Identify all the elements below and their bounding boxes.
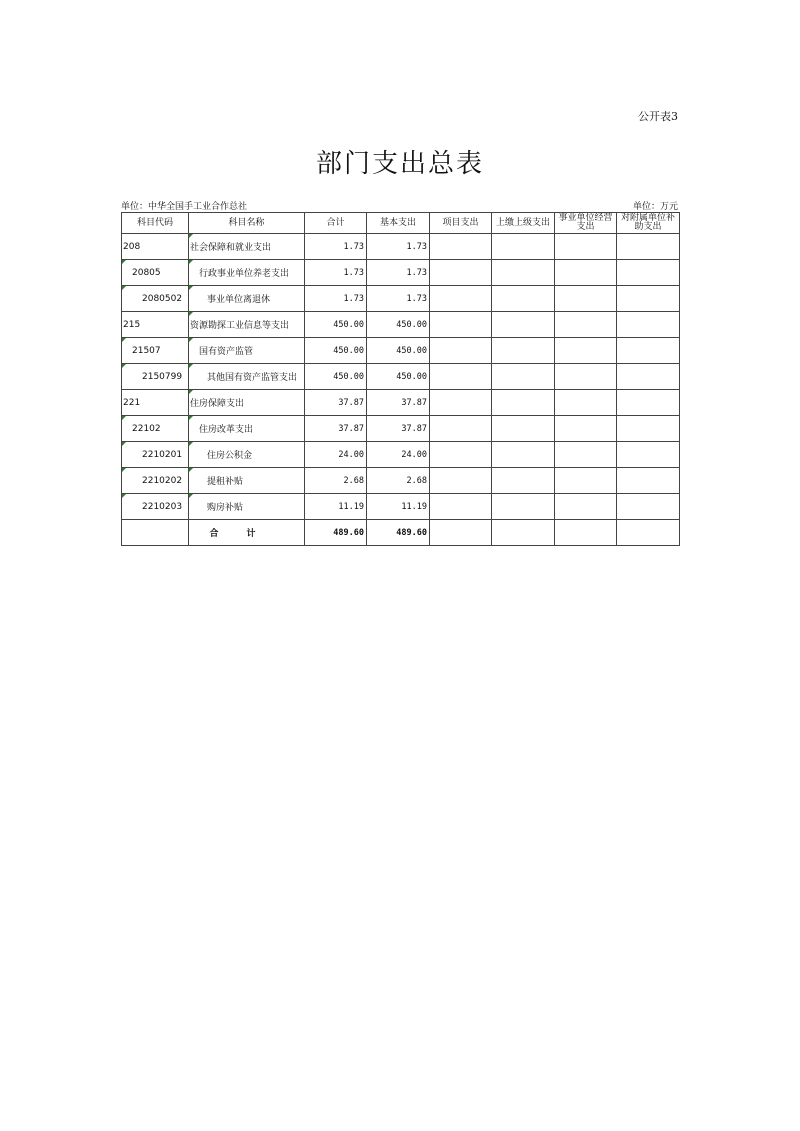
form-number: 公开表3 <box>638 110 678 123</box>
row-project <box>430 364 492 390</box>
row-code: 2210201 <box>122 442 189 468</box>
row-code: 208 <box>122 234 189 260</box>
row-basic: 1.73 <box>367 286 430 312</box>
row-remit <box>492 338 555 364</box>
total-basic: 489.60 <box>367 520 430 546</box>
header-subsidy: 对附属单位补助支出 <box>617 213 680 234</box>
row-code: 20805 <box>122 260 189 286</box>
row-subsidy <box>617 468 680 494</box>
page-title: 部门支出总表 <box>315 149 484 179</box>
row-name: 住房保障支出 <box>189 390 305 416</box>
row-subsidy <box>617 416 680 442</box>
table-row <box>122 442 680 468</box>
row-total: 450.00 <box>305 364 367 390</box>
row-name: 事业单位离退休 <box>189 286 305 312</box>
row-project <box>430 286 492 312</box>
row-business <box>555 494 617 520</box>
row-name: 其他国有资产监管支出 <box>189 364 305 390</box>
row-project <box>430 442 492 468</box>
row-code: 215 <box>122 312 189 338</box>
row-name: 行政事业单位养老支出 <box>189 260 305 286</box>
row-project <box>430 390 492 416</box>
row-name: 住房改革支出 <box>189 416 305 442</box>
row-subsidy <box>617 338 680 364</box>
row-project <box>430 312 492 338</box>
header-basic: 基本支出 <box>367 213 430 234</box>
total-remit <box>492 520 555 546</box>
row-code: 2080502 <box>122 286 189 312</box>
row-total: 1.73 <box>305 234 367 260</box>
row-basic: 1.73 <box>367 260 430 286</box>
table-row <box>122 260 680 286</box>
row-business <box>555 416 617 442</box>
row-subsidy <box>617 442 680 468</box>
table-row <box>122 416 680 442</box>
row-subsidy <box>617 364 680 390</box>
row-project <box>430 494 492 520</box>
row-subsidy <box>617 312 680 338</box>
row-project <box>430 468 492 494</box>
expenditure-table <box>121 212 680 546</box>
row-business <box>555 390 617 416</box>
row-remit <box>492 234 555 260</box>
unit-currency: 单位：万元 <box>632 202 678 212</box>
row-remit <box>492 364 555 390</box>
total-project <box>430 520 492 546</box>
header-remit: 上缴上级支出 <box>492 213 555 234</box>
row-basic: 450.00 <box>367 312 430 338</box>
row-business <box>555 442 617 468</box>
row-remit <box>492 390 555 416</box>
total-row <box>122 520 680 546</box>
header-total: 合计 <box>305 213 367 234</box>
row-basic: 450.00 <box>367 338 430 364</box>
row-name: 社会保障和就业支出 <box>189 234 305 260</box>
row-project <box>430 260 492 286</box>
row-project <box>430 416 492 442</box>
row-basic: 2.68 <box>367 468 430 494</box>
row-business <box>555 312 617 338</box>
row-business <box>555 468 617 494</box>
row-remit <box>492 416 555 442</box>
table-row <box>122 390 680 416</box>
table-row <box>122 494 680 520</box>
row-subsidy <box>617 286 680 312</box>
row-total: 24.00 <box>305 442 367 468</box>
total-code <box>122 520 189 546</box>
row-basic: 37.87 <box>367 390 430 416</box>
total-subsidy <box>617 520 680 546</box>
row-remit <box>492 468 555 494</box>
total-label: 合计 <box>189 520 305 546</box>
table-row <box>122 468 680 494</box>
row-code: 2150799 <box>122 364 189 390</box>
row-subsidy <box>617 234 680 260</box>
unit-organization: 单位：中华全国手工业合作总社 <box>121 202 248 212</box>
row-business <box>555 364 617 390</box>
row-basic: 1.73 <box>367 234 430 260</box>
row-total: 2.68 <box>305 468 367 494</box>
row-remit <box>492 494 555 520</box>
row-remit <box>492 312 555 338</box>
total-sum: 489.60 <box>305 520 367 546</box>
row-name: 资源勘探工业信息等支出 <box>189 312 305 338</box>
total-business <box>555 520 617 546</box>
row-basic: 450.00 <box>367 364 430 390</box>
row-business <box>555 260 617 286</box>
row-name: 住房公积金 <box>189 442 305 468</box>
row-basic: 37.87 <box>367 416 430 442</box>
row-subsidy <box>617 260 680 286</box>
header-code: 科目代码 <box>122 213 189 234</box>
row-total: 1.73 <box>305 260 367 286</box>
row-name: 提租补贴 <box>189 468 305 494</box>
table-row <box>122 364 680 390</box>
row-business <box>555 234 617 260</box>
row-project <box>430 234 492 260</box>
row-total: 37.87 <box>305 416 367 442</box>
row-total: 1.73 <box>305 286 367 312</box>
table-row <box>122 312 680 338</box>
row-code: 2210202 <box>122 468 189 494</box>
row-name: 国有资产监管 <box>189 338 305 364</box>
row-code: 221 <box>122 390 189 416</box>
table-row <box>122 234 680 260</box>
row-total: 450.00 <box>305 312 367 338</box>
row-basic: 24.00 <box>367 442 430 468</box>
table-header-row <box>122 213 680 234</box>
header-business: 事业单位经营支出 <box>555 213 617 234</box>
header-project: 项目支出 <box>430 213 492 234</box>
header-name: 科目名称 <box>189 213 305 234</box>
row-business <box>555 286 617 312</box>
row-code: 2210203 <box>122 494 189 520</box>
row-project <box>430 338 492 364</box>
row-remit <box>492 286 555 312</box>
row-code: 22102 <box>122 416 189 442</box>
row-total: 37.87 <box>305 390 367 416</box>
table-row <box>122 338 680 364</box>
row-name: 购房补贴 <box>189 494 305 520</box>
row-total: 450.00 <box>305 338 367 364</box>
row-remit <box>492 442 555 468</box>
row-total: 11.19 <box>305 494 367 520</box>
row-basic: 11.19 <box>367 494 430 520</box>
table-row <box>122 286 680 312</box>
row-subsidy <box>617 494 680 520</box>
row-subsidy <box>617 390 680 416</box>
row-remit <box>492 260 555 286</box>
row-business <box>555 338 617 364</box>
row-code: 21507 <box>122 338 189 364</box>
